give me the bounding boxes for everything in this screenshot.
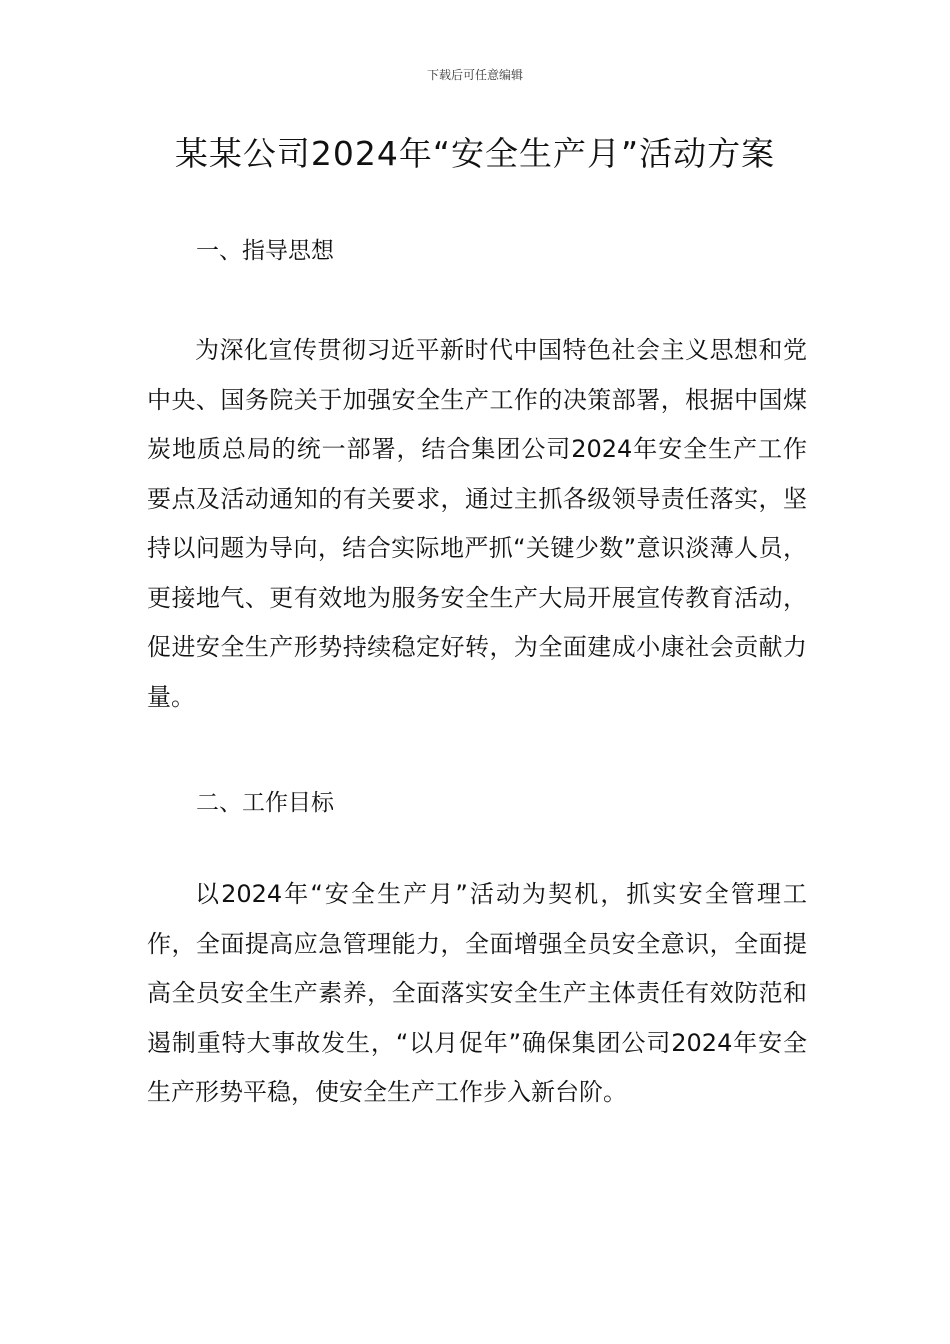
document-title: 某某公司2024年“安全生产月”活动方案 bbox=[174, 134, 776, 173]
header-note: 下载后可任意编辑 bbox=[426, 68, 523, 82]
section-heading-guiding-ideology: 一、指导思想 bbox=[196, 238, 334, 264]
section-heading-work-goals: 二、工作目标 bbox=[196, 790, 334, 816]
section-paragraph-guiding-ideology: 为深化宣传贯彻习近平新时代中国特色社会主义思想和党中央、国务院关于加强安全生产工作的决策部署，根据中国煤炭地质总局的统一部署，结合集团公司2024年安全生产工作要点及活动通知的有关要求，通过主抓各级领导责任落实，坚持以问题为导向，结合实际地严抓“关键少数”意识淡薄人员，更接地气、更有效地为服务安全生产大局开展宣传教育活动，促进安全生产形势持续稳定好转，为全面建成小康社会贡献力量。 bbox=[147, 336, 807, 711]
section-paragraph-work-goals: 以2024年“安全生产月”活动为契机，抓实安全管理工作，全面提高应急管理能力，全面增强全员安全意识，全面提高全员安全生产素养，全面落实安全生产主体责任有效防范和遏制重特大事故发生，“以月促年”确保集团公司2024年安全生产形势平稳，使安全生产工作步入新台阶。 bbox=[147, 880, 807, 1106]
